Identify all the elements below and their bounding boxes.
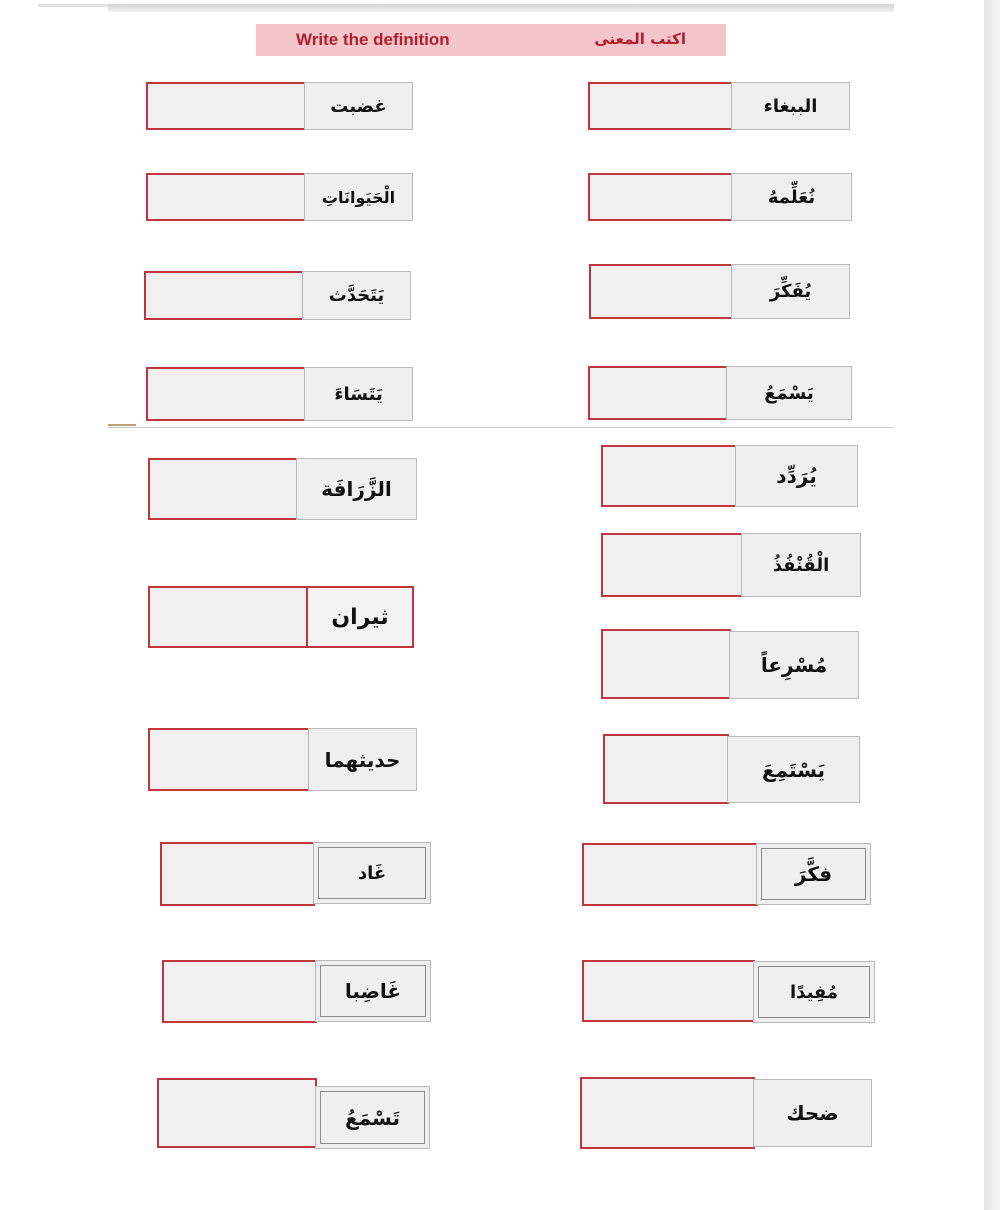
instruction-banner xyxy=(256,24,726,56)
vocab-word: الْحَيَوانَاتِ xyxy=(304,173,413,221)
section-divider xyxy=(108,427,894,428)
vocab-word: مُسْرِعاً xyxy=(729,631,859,699)
answer-input[interactable] xyxy=(588,366,728,420)
vocab-word: الزَّرَافَة xyxy=(296,458,417,520)
top-divider xyxy=(108,4,894,12)
answer-input[interactable] xyxy=(146,173,306,221)
answer-input[interactable] xyxy=(603,734,729,804)
vocab-word: مُفِيدًا xyxy=(753,961,875,1023)
answer-input[interactable] xyxy=(146,82,306,130)
instruction-english: Write the definition xyxy=(296,30,450,49)
top-divider-left xyxy=(38,4,108,7)
instruction-arabic: اكتب المعنى xyxy=(594,30,686,48)
answer-input[interactable] xyxy=(588,82,733,130)
vocab-word: تَسْمَعُ xyxy=(315,1086,430,1149)
section-tick-mark xyxy=(108,424,136,426)
vocab-word: يَسْتَمِعَ xyxy=(727,736,860,803)
answer-input[interactable] xyxy=(588,173,733,221)
page-edge-shadow xyxy=(984,0,1000,1210)
vocab-word: يَتَحَدَّث xyxy=(302,271,411,320)
vocab-word: يُفَكِّرَ xyxy=(731,264,850,319)
answer-input[interactable] xyxy=(162,960,317,1023)
vocab-word: يُرَدِّد xyxy=(735,445,858,507)
vocab-word: غَاد xyxy=(313,842,431,904)
answer-input[interactable] xyxy=(148,728,310,791)
vocab-word: يَتَسَاءَ xyxy=(304,367,413,421)
answer-input[interactable] xyxy=(601,533,743,597)
vocab-word: غَاضِبا xyxy=(315,960,431,1022)
answer-input[interactable] xyxy=(601,445,737,507)
vocab-word: يَسْمَعُ xyxy=(726,366,852,420)
answer-input[interactable] xyxy=(144,271,304,320)
answer-input[interactable] xyxy=(580,1077,755,1149)
answer-input[interactable] xyxy=(157,1078,317,1148)
answer-input[interactable] xyxy=(582,843,758,906)
vocab-word: فكَّرَ xyxy=(756,843,871,905)
answer-input[interactable] xyxy=(589,264,733,319)
answer-input[interactable] xyxy=(160,842,315,906)
answer-input[interactable] xyxy=(148,458,298,520)
vocab-word: ثيران xyxy=(306,586,414,648)
answer-input[interactable] xyxy=(601,629,731,699)
vocab-word: الْقُنْفُذُ xyxy=(741,533,861,597)
vocab-word: الببغاء xyxy=(731,82,850,130)
answer-input[interactable] xyxy=(582,960,755,1022)
vocab-word: نُعَلِّمهُ xyxy=(731,173,852,221)
vocab-word: ضحك xyxy=(753,1079,872,1147)
vocab-word: حديثهما xyxy=(308,728,417,791)
answer-input[interactable] xyxy=(148,586,308,648)
vocab-word: غضبت xyxy=(304,82,413,130)
answer-input[interactable] xyxy=(146,367,306,421)
